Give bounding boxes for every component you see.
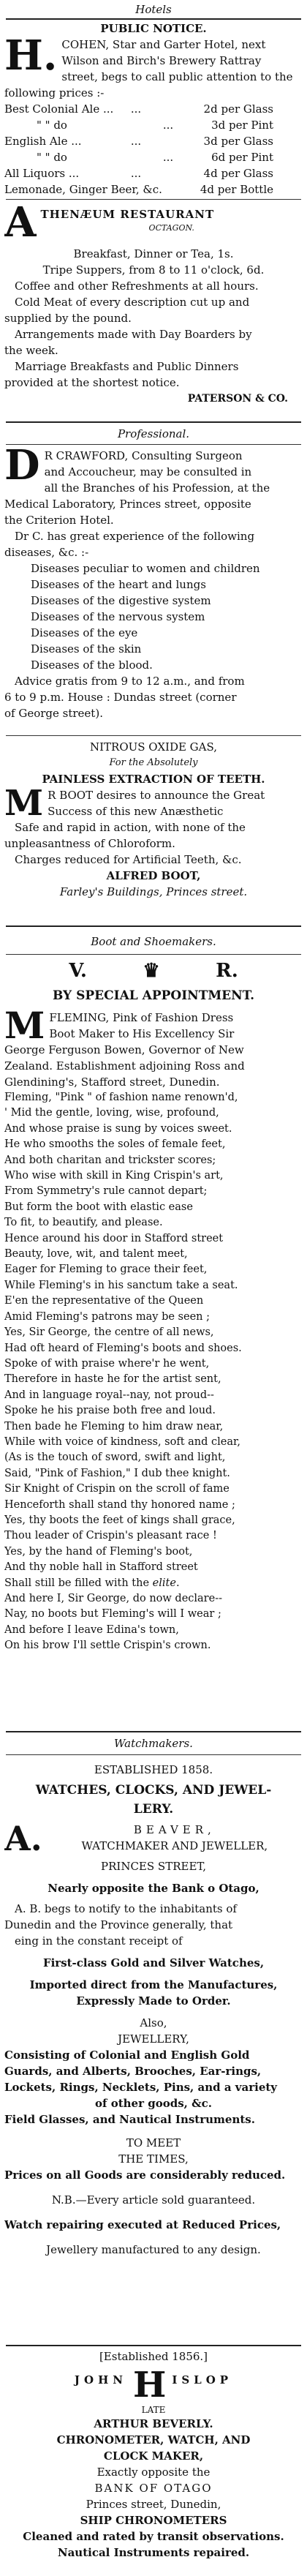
jewellery-desc: of other goods, &c.	[95, 2097, 212, 2110]
nb-line: N.B.—Every article sold guaranteed.	[51, 2193, 256, 2207]
poem-line: ' Mid the gentle, loving, wise, profound,	[4, 1107, 219, 1119]
intro-line: following prices :-	[4, 86, 105, 99]
first-class-line: First-class Gold and Silver Watches,	[42, 1956, 265, 1969]
divider	[6, 735, 301, 736]
poem-line: Beauty, love, wit, and talent meet,	[4, 1248, 188, 1261]
late-label: LATE	[141, 2405, 166, 2415]
poem-line: While with voice of kindness, soft and clear,	[4, 1435, 240, 1448]
to-meet-line: TO MEET	[126, 2136, 181, 2149]
poem-line: On his brow I'll settle Crispin's crown.	[4, 1640, 211, 1652]
cipher-r: R.	[216, 960, 238, 982]
intro-line: street, begs to call public attention to the	[61, 70, 293, 83]
poem-line: While Fleming's in his sanctum take a seat.	[4, 1279, 238, 1291]
crown-icon: ♛	[143, 960, 160, 982]
poem-line: Yes, by the hand of Fleming's boot,	[4, 1545, 193, 1558]
poem-line: Said, "Pink of Fashion," I dub thee knight.	[4, 1467, 230, 1479]
menu-line: provided at the shortest notice.	[4, 376, 180, 389]
menu-line: Arrangements made with Day Boarders by	[15, 328, 252, 341]
john-label: JOHN	[74, 2373, 127, 2387]
disease-item: Diseases of the nervous system	[31, 610, 205, 623]
restaurant-title: THENÆUM RESTAURANT	[40, 208, 215, 221]
hotels-section	[4, 1, 303, 18]
poem-line: Yes, thy boots the feet of kings shall grace,	[4, 1514, 235, 1526]
intro-line: George Ferguson Bowen, Governor of New	[4, 1043, 244, 1056]
menu-line: Marriage Breakfasts and Public Dinners	[15, 360, 239, 373]
divider	[6, 199, 301, 200]
special-appointment: BY SPECIAL APPOINTMENT.	[52, 988, 255, 1003]
menu-line: Cold Meat of every description cut up and	[15, 296, 250, 309]
disease-list	[4, 560, 303, 673]
public-notice	[4, 20, 303, 198]
intro-line: Boot Maker to His Excellency Sir	[49, 1027, 235, 1040]
drop-letter: M	[4, 783, 44, 824]
poem-line: And thy noble hall in Stafford street	[4, 1561, 198, 1574]
princes-line: Princes street, Dunedin,	[86, 2498, 221, 2511]
prices-line: Prices on all Goods are considerably reduced.	[4, 2168, 286, 2182]
drop-letter: H.	[4, 31, 58, 80]
repair-line: Watch repairing executed at Reduced Prices,	[4, 2218, 281, 2231]
beaver-notice	[4, 1762, 303, 2258]
nitrous-oxide-notice	[4, 739, 303, 900]
intro-line: FLEMING, Pink of Fashion Dress	[49, 1011, 234, 1024]
intro-line: Glendining's, Stafford street, Dunedin.	[4, 1075, 220, 1089]
bank-line: BANK OF OTAGO	[94, 2482, 213, 2495]
restaurant-signature: PATERSON & CO.	[187, 393, 288, 405]
nautical-line: Nautical Instruments repaired.	[57, 2546, 250, 2559]
nitrous-subtitle: For the Absolutely	[109, 757, 198, 768]
poem-line: Spoke he his praise both free and loud.	[4, 1405, 216, 1417]
poem-line: Therefore in haste he for the artist sent,	[4, 1373, 221, 1386]
menu-line: Tripe Suppers, from 8 to 11 o'clock, 6d.	[42, 263, 265, 277]
poem-line: From Symmetry's rule cannot depart;	[4, 1185, 208, 1198]
price-row: Best Colonial Ale ... ... 2d per Glass	[4, 102, 273, 116]
poem-line: And here I, Sir George, do now declare--	[4, 1593, 222, 1604]
field-glasses-line: Field Glasses, and Nautical Instruments.	[4, 2113, 255, 2126]
public-notice-title: PUBLIC NOTICE.	[100, 22, 207, 35]
poem-line: Had oft heard of Fleming's boots and shoes.	[4, 1342, 242, 1354]
intro-line: the Criterion Hotel.	[4, 514, 114, 527]
cleaned-line: Cleaned and rated by transit observations.	[23, 2530, 284, 2543]
poem-line: Nay, no boots but Fleming's will I wear ;	[4, 1608, 221, 1621]
street-line: PRINCES STREET,	[101, 1860, 206, 1873]
menu-line: Coffee and other Refreshments at all hours.	[15, 279, 259, 293]
nitrous-signature: ALFRED BOOT,	[106, 869, 201, 882]
divider	[6, 421, 301, 423]
watches-headline: WATCHES, CLOCKS, AND JEWEL-	[35, 1783, 272, 1798]
nitrous-line: Success of this new Anæsthetic	[48, 805, 224, 818]
menu-line: Breakfast, Dinner or Tea, 1s.	[73, 247, 234, 260]
chrono-line: CHRONOMETER, WATCH, AND	[56, 2433, 251, 2447]
section-label-hotels: Hotels	[135, 3, 172, 16]
clock-line: CLOCK MAKER,	[103, 2449, 204, 2463]
nitrous-line: R BOOT desires to announce the Great	[48, 789, 265, 802]
nitrous-line: Charges reduced for Artificial Teeth, &c.	[15, 853, 242, 866]
notify-line: eing in the constant receipt of	[15, 1934, 183, 1948]
ship-line: SHIP CHRONOMETERS	[80, 2514, 227, 2527]
beaver-name: BEAVER,	[133, 1823, 216, 1836]
nitrous-address: Farley's Buildings, Princes street.	[59, 885, 248, 898]
poem-line: And both charitan and trickster scores;	[4, 1154, 216, 1166]
intro-line: diseases, &c. :-	[4, 546, 89, 559]
divider	[6, 954, 301, 955]
islop-label: ISLOP	[172, 2373, 233, 2387]
poem-line: Henceforth shall stand thy honored name ;	[4, 1498, 235, 1511]
disease-item: Diseases peculiar to women and children	[31, 562, 260, 575]
poem-line: And in language royal--nay, not proud--	[4, 1389, 214, 1401]
intro-line: Dr C. has great experience of the following	[15, 530, 255, 543]
nitrous-headline: PAINLESS EXTRACTION OF TEETH.	[42, 773, 265, 786]
poem-line: Sir Knight of Crispin on the scroll of fame	[4, 1483, 230, 1495]
fleming-poem	[4, 1090, 303, 1654]
menu-line: supplied by the pound.	[4, 312, 132, 325]
poem-line: He who smooths the soles of female feet,	[4, 1138, 226, 1151]
poem-line: And before I leave Edina's town,	[4, 1623, 179, 1636]
divider	[6, 18, 301, 20]
price-row: Lemonade, Ginger Beer, &c. 4d per Bottle	[4, 183, 273, 196]
disease-item: Diseases of the skin	[31, 642, 142, 656]
exactly-line: Exactly opposite the	[96, 2466, 211, 2479]
intro-line: COHEN, Star and Garter Hotel, next	[61, 38, 266, 51]
watches-headline: LERY.	[133, 1802, 174, 1817]
jewellery-title: JEWELLERY,	[118, 2032, 189, 2046]
imported-line: Imported direct from the Manufactures,	[29, 1978, 278, 1991]
section-label-boots: Boot and Shoemakers.	[91, 935, 216, 948]
established-line: ESTABLISHED 1858.	[94, 1763, 213, 1776]
beaver-trade: WATCHMAKER AND JEWELLER,	[81, 1839, 268, 1852]
poem-line: (As is the touch of sword, swift and light,	[4, 1452, 226, 1464]
price-row: " " do ... 3d per Pint	[37, 119, 273, 132]
the-times-line: THE TIMES,	[118, 2152, 189, 2166]
poem-line: Shall still be filled with the elite.	[4, 1577, 180, 1589]
restaurant-subtitle: OCTAGON.	[148, 223, 194, 233]
beverly-line: ARTHUR BEVERLY.	[94, 2417, 213, 2430]
poem-line: And whose praise is sung by voices sweet.	[4, 1122, 232, 1135]
poem-line: To fit, to beautify, and please.	[4, 1217, 163, 1229]
jewellery-mfg-line: Jewellery manufactured to any design.	[46, 2243, 261, 2256]
established-line: [Established 1856.]	[99, 2350, 208, 2363]
poem-line: E'en the representative of the Queen	[4, 1295, 204, 1307]
drop-letter: A.	[4, 1819, 42, 1858]
footer-line: Advice gratis from 9 to 12 a.m., and from	[15, 675, 245, 688]
disease-item: Diseases of the eye	[31, 626, 138, 639]
royal-cipher	[4, 958, 303, 983]
poem-line: Yes, Sir George, the centre of all news,	[4, 1326, 214, 1339]
poem-line: Then bade he Fleming to him draw near,	[4, 1420, 224, 1432]
expressly-line: Expressly Made to Order.	[76, 1994, 231, 2008]
footer-line: of George street).	[4, 707, 103, 720]
near-line: Nearly opposite the Bank o Otago,	[48, 1882, 259, 1895]
intro-line: and Accoucheur, may be consulted in	[44, 465, 252, 478]
intro-line: R CRAWFORD, Consulting Surgeon	[44, 449, 243, 462]
section-label-watchmakers: Watchmakers.	[114, 1737, 193, 1750]
drop-letter: A	[4, 205, 37, 247]
intro-line: Medical Laboratory, Princes street, opposite	[4, 497, 251, 511]
athenaeum-restaurant	[4, 205, 303, 407]
section-label-professional: Professional.	[117, 427, 190, 440]
divider	[6, 1754, 301, 1755]
intro-line: Wilson and Birch's Brewery Rattray	[61, 54, 262, 67]
intro-line: all the Branches of his Profession, at the	[44, 481, 270, 495]
jewellery-desc: Guards, and Alberts, Brooches, Ear-rings,	[4, 2065, 262, 2078]
poem-line: Amid Fleming's patrons may be seen ;	[4, 1310, 210, 1323]
watchmakers-section	[4, 1735, 303, 1751]
dr-crawford-notice	[4, 448, 303, 721]
notify-line: A. B. begs to notify to the inhabitants of	[15, 1902, 237, 1915]
disease-item: Diseases of the blood.	[31, 658, 153, 672]
drop-letter: D	[4, 448, 40, 489]
boot-section	[4, 934, 303, 950]
disease-item: Diseases of the digestive system	[31, 594, 211, 607]
jewellery-desc: Lockets, Rings, Necklets, Pins, and a variety	[4, 2081, 278, 2094]
divider	[6, 925, 301, 927]
poem-line: But form the boot with elastic ease	[4, 1201, 193, 1213]
italic-word: elite	[152, 1577, 176, 1589]
nitrous-line: unpleasantness of Chloroform.	[4, 837, 175, 850]
jewellery-desc: Consisting of Colonial and English Gold	[4, 2049, 250, 2062]
divider	[6, 1731, 301, 1732]
divider	[6, 2345, 301, 2346]
disease-item: Diseases of the heart and lungs	[31, 578, 206, 591]
also-line: Also,	[140, 2016, 167, 2029]
poem-line: Fleming, "Pink " of fashion name renown'd,	[4, 1092, 238, 1103]
cipher-v: V.	[69, 960, 87, 982]
footer-line: 6 to 9 p.m. House : Dundas street (corner	[4, 691, 237, 704]
nitrous-line: Safe and rapid in action, with none of the	[15, 821, 246, 834]
divider	[6, 444, 301, 445]
poem-line: Thou leader of Crispin's pleasant race !	[4, 1530, 217, 1542]
nitrous-title: NITROUS OXIDE GAS,	[89, 740, 218, 754]
price-row: All Liquors ... ... 4d per Glass	[4, 167, 273, 180]
professional-section	[4, 426, 303, 442]
price-row: " " do ... 6d per Pint	[37, 151, 273, 164]
poem-line: Hence around his door in Stafford street	[4, 1232, 224, 1244]
fleming-notice	[4, 958, 303, 1654]
drop-letter: M	[4, 1004, 45, 1047]
drop-letter: H	[132, 2365, 167, 2406]
poem-line: Spoke of with praise where'r he went,	[4, 1357, 210, 1370]
poem-line: Eager for Fleming to grace their feet,	[4, 1263, 208, 1276]
notify-line: Dunedin and the Province generally, that	[4, 1918, 233, 1931]
intro-line: Zealand. Establishment adjoining Ross and	[4, 1059, 245, 1073]
price-row: English Ale ... ... 3d per Glass	[4, 135, 273, 148]
poem-line: Who wise with skill in King Crispin's art,	[4, 1170, 224, 1182]
hislop-notice	[4, 2348, 303, 2561]
menu-line: the week.	[4, 344, 58, 357]
